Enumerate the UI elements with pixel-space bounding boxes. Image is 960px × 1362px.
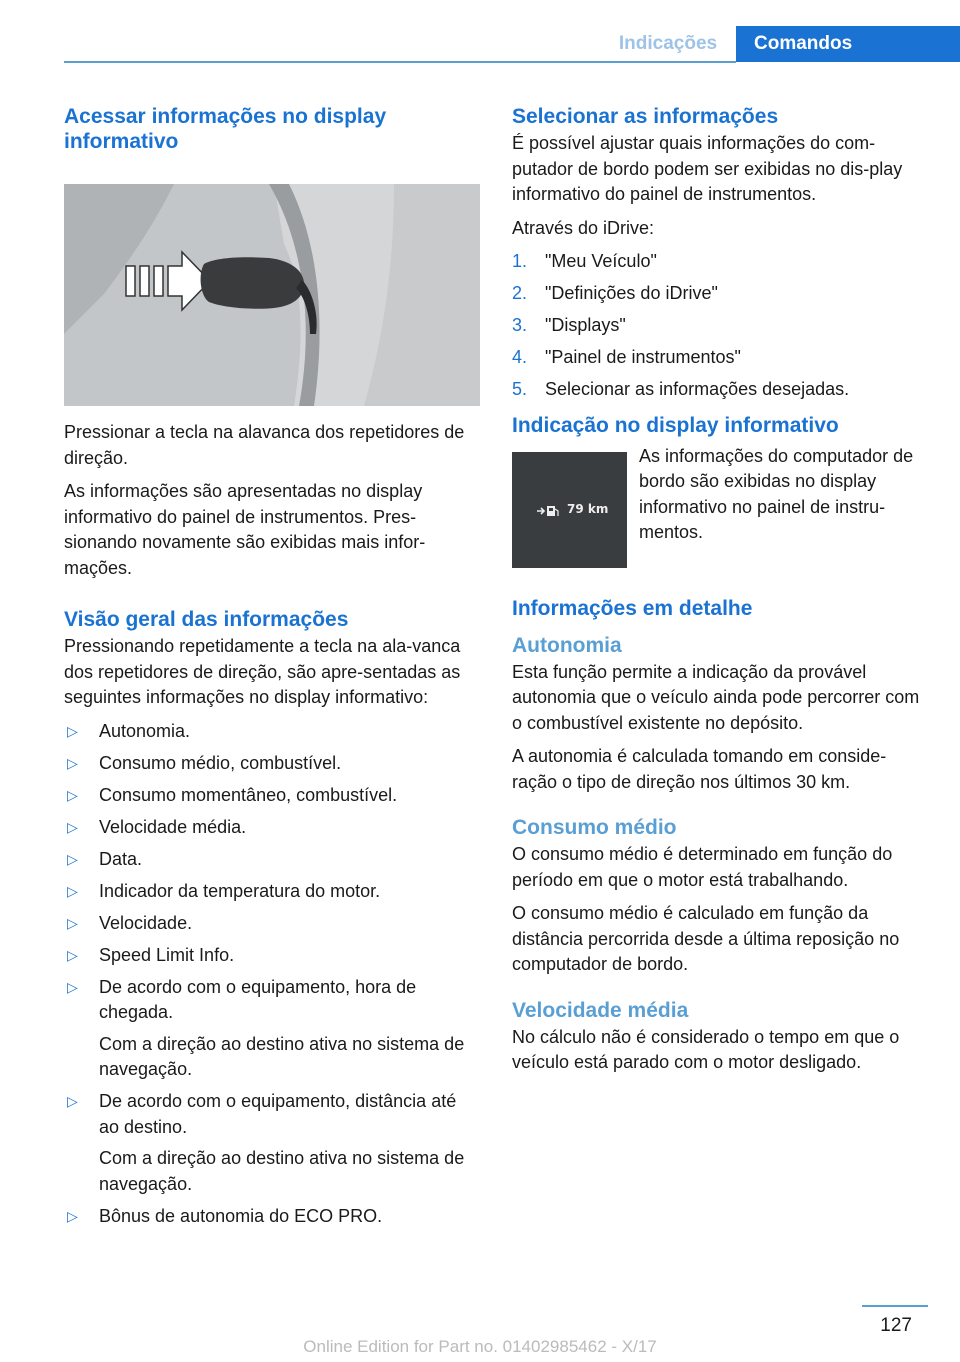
list-item: ▷ Velocidade média. (64, 815, 480, 841)
para-autonomia1: Esta função permite a indicação da provável autonomia que o veículo ainda pode percorrer com o combustível existente no depósito. (512, 661, 920, 733)
header-divider (64, 61, 736, 63)
triangle-bullet-icon: ▷ (67, 914, 78, 931)
para-pressionar: Pressionar a tecla na alavanca dos repetidores de direção. (64, 422, 465, 468)
para-atraves: Através do iDrive: (512, 217, 655, 238)
triangle-bullet-icon: ▷ (67, 722, 78, 739)
page-number-divider (862, 1305, 928, 1307)
list-item: ▷ Velocidade. (64, 911, 480, 937)
triangle-bullet-icon: ▷ (67, 946, 78, 963)
heading-consumo: Consumo médio (512, 816, 677, 839)
triangle-bullet-icon: ▷ (67, 850, 78, 867)
para-indicacao: As informações do computador de bordo são exibidas no display informativo no painel de instru-mentos. (639, 445, 914, 542)
list-item: ▷ Consumo médio, combustível. (64, 751, 480, 777)
triangle-bullet-icon: ▷ (67, 818, 78, 835)
list-item: ▷ Autonomia. (64, 719, 480, 745)
para-visao: Pressionando repetidamente a tecla na ala-vanca dos repetidores de direção, são apre-sentadas as seguintes informações no display informativo: (64, 636, 461, 707)
triangle-bullet-icon: ▷ (67, 1093, 78, 1109)
list-item-note: Com a direção ao destino ativa no sistema de navegação. (99, 1033, 465, 1079)
triangle-bullet-icon: ▷ (67, 1207, 78, 1224)
list-item: ▷ Consumo momentâneo, combustível. (64, 783, 480, 809)
step-item: 3. "Displays" (512, 315, 626, 335)
triangle-bullet-icon: ▷ (67, 978, 78, 995)
list-item: ▷ Speed Limit Info. (64, 943, 480, 969)
para-possivel: É possível ajustar quais informações do com-putador de bordo podem ser exibidas no dis-play informativo do painel de instrumentos. (512, 133, 903, 204)
list-item: ▷ Data. (64, 847, 480, 873)
heading-selecionar: Selecionar as informações (512, 105, 779, 128)
indicacao-block (512, 444, 928, 568)
list-item: ▷ Indicador da temperatura do motor. (64, 879, 480, 905)
step-item: 5. Selecionar as informações desejadas. (512, 379, 850, 399)
lever-photo (64, 184, 480, 406)
footer-edition: Online Edition for Part no. 01402985462 - X/17 (303, 1337, 657, 1356)
heading-visao: Visão geral das informações (64, 608, 349, 631)
list-item-note: Com a direção ao destino ativa no sistema de navegação. (99, 1148, 465, 1194)
para-consumo2: O consumo médio é calculado em função da distância percorrida desde a última reposição no computador de bordo. (512, 903, 900, 974)
left-column (64, 104, 480, 1236)
triangle-bullet-icon: ▷ (67, 786, 78, 803)
para-autonomia2: A autonomia é calculada tomando em conside-ração o tipo de direção nos últimos 30 km. (512, 746, 887, 792)
list-item: ▷ Bônus de autonomia do ECO PRO. (64, 1204, 480, 1230)
display-photo (512, 452, 627, 568)
steps-list (512, 249, 928, 403)
header-tab-indicacoes[interactable]: Indicações (618, 33, 718, 54)
para-as-info: As informações são apresentadas no display informativo do painel de instrumentos. Pres-sionando novamente são exibidas mais infor-mações. (64, 481, 426, 578)
triangle-bullet-icon: ▷ (67, 754, 78, 771)
triangle-bullet-icon: ▷ (67, 882, 78, 899)
list-item: ▷ De acordo com o equipamento, distância até ao destino. Com a direção ao destino ativa no sistema de navegação. (64, 1089, 480, 1197)
heading-velocidade: Velocidade média (512, 998, 689, 1022)
heading-autonomia: Autonomia (512, 633, 622, 657)
step-item: 2. "Definições do iDrive" (512, 283, 718, 303)
para-velocidade: No cálculo não é considerado o tempo em que o veículo está parado com o motor desligado. (512, 1026, 900, 1072)
heading-indicacao: Indicação no display informativo (512, 413, 839, 437)
step-item: 4. "Painel de instrumentos" (512, 347, 741, 367)
header-tab-comandos[interactable]: Comandos (736, 26, 960, 62)
info-list (64, 719, 480, 1230)
list-item: ▷ De acordo com o equipamento, hora de chegada. Com a direção ao destino ativa no sistema de navegação. (64, 975, 480, 1083)
display-value: 79 km (567, 501, 609, 516)
para-consumo1: O consumo médio é determinado em função do período em que o motor está trabalhando. (512, 844, 893, 890)
page-number: 127 (880, 1315, 912, 1336)
heading-acessar: Acessar informações no display informativo (64, 105, 387, 153)
heading-detalhe: Informações em detalhe (512, 596, 753, 620)
right-column (512, 104, 928, 1084)
step-item: 1. "Meu Veículo" (512, 251, 657, 271)
fuel-range-icon (537, 505, 559, 517)
